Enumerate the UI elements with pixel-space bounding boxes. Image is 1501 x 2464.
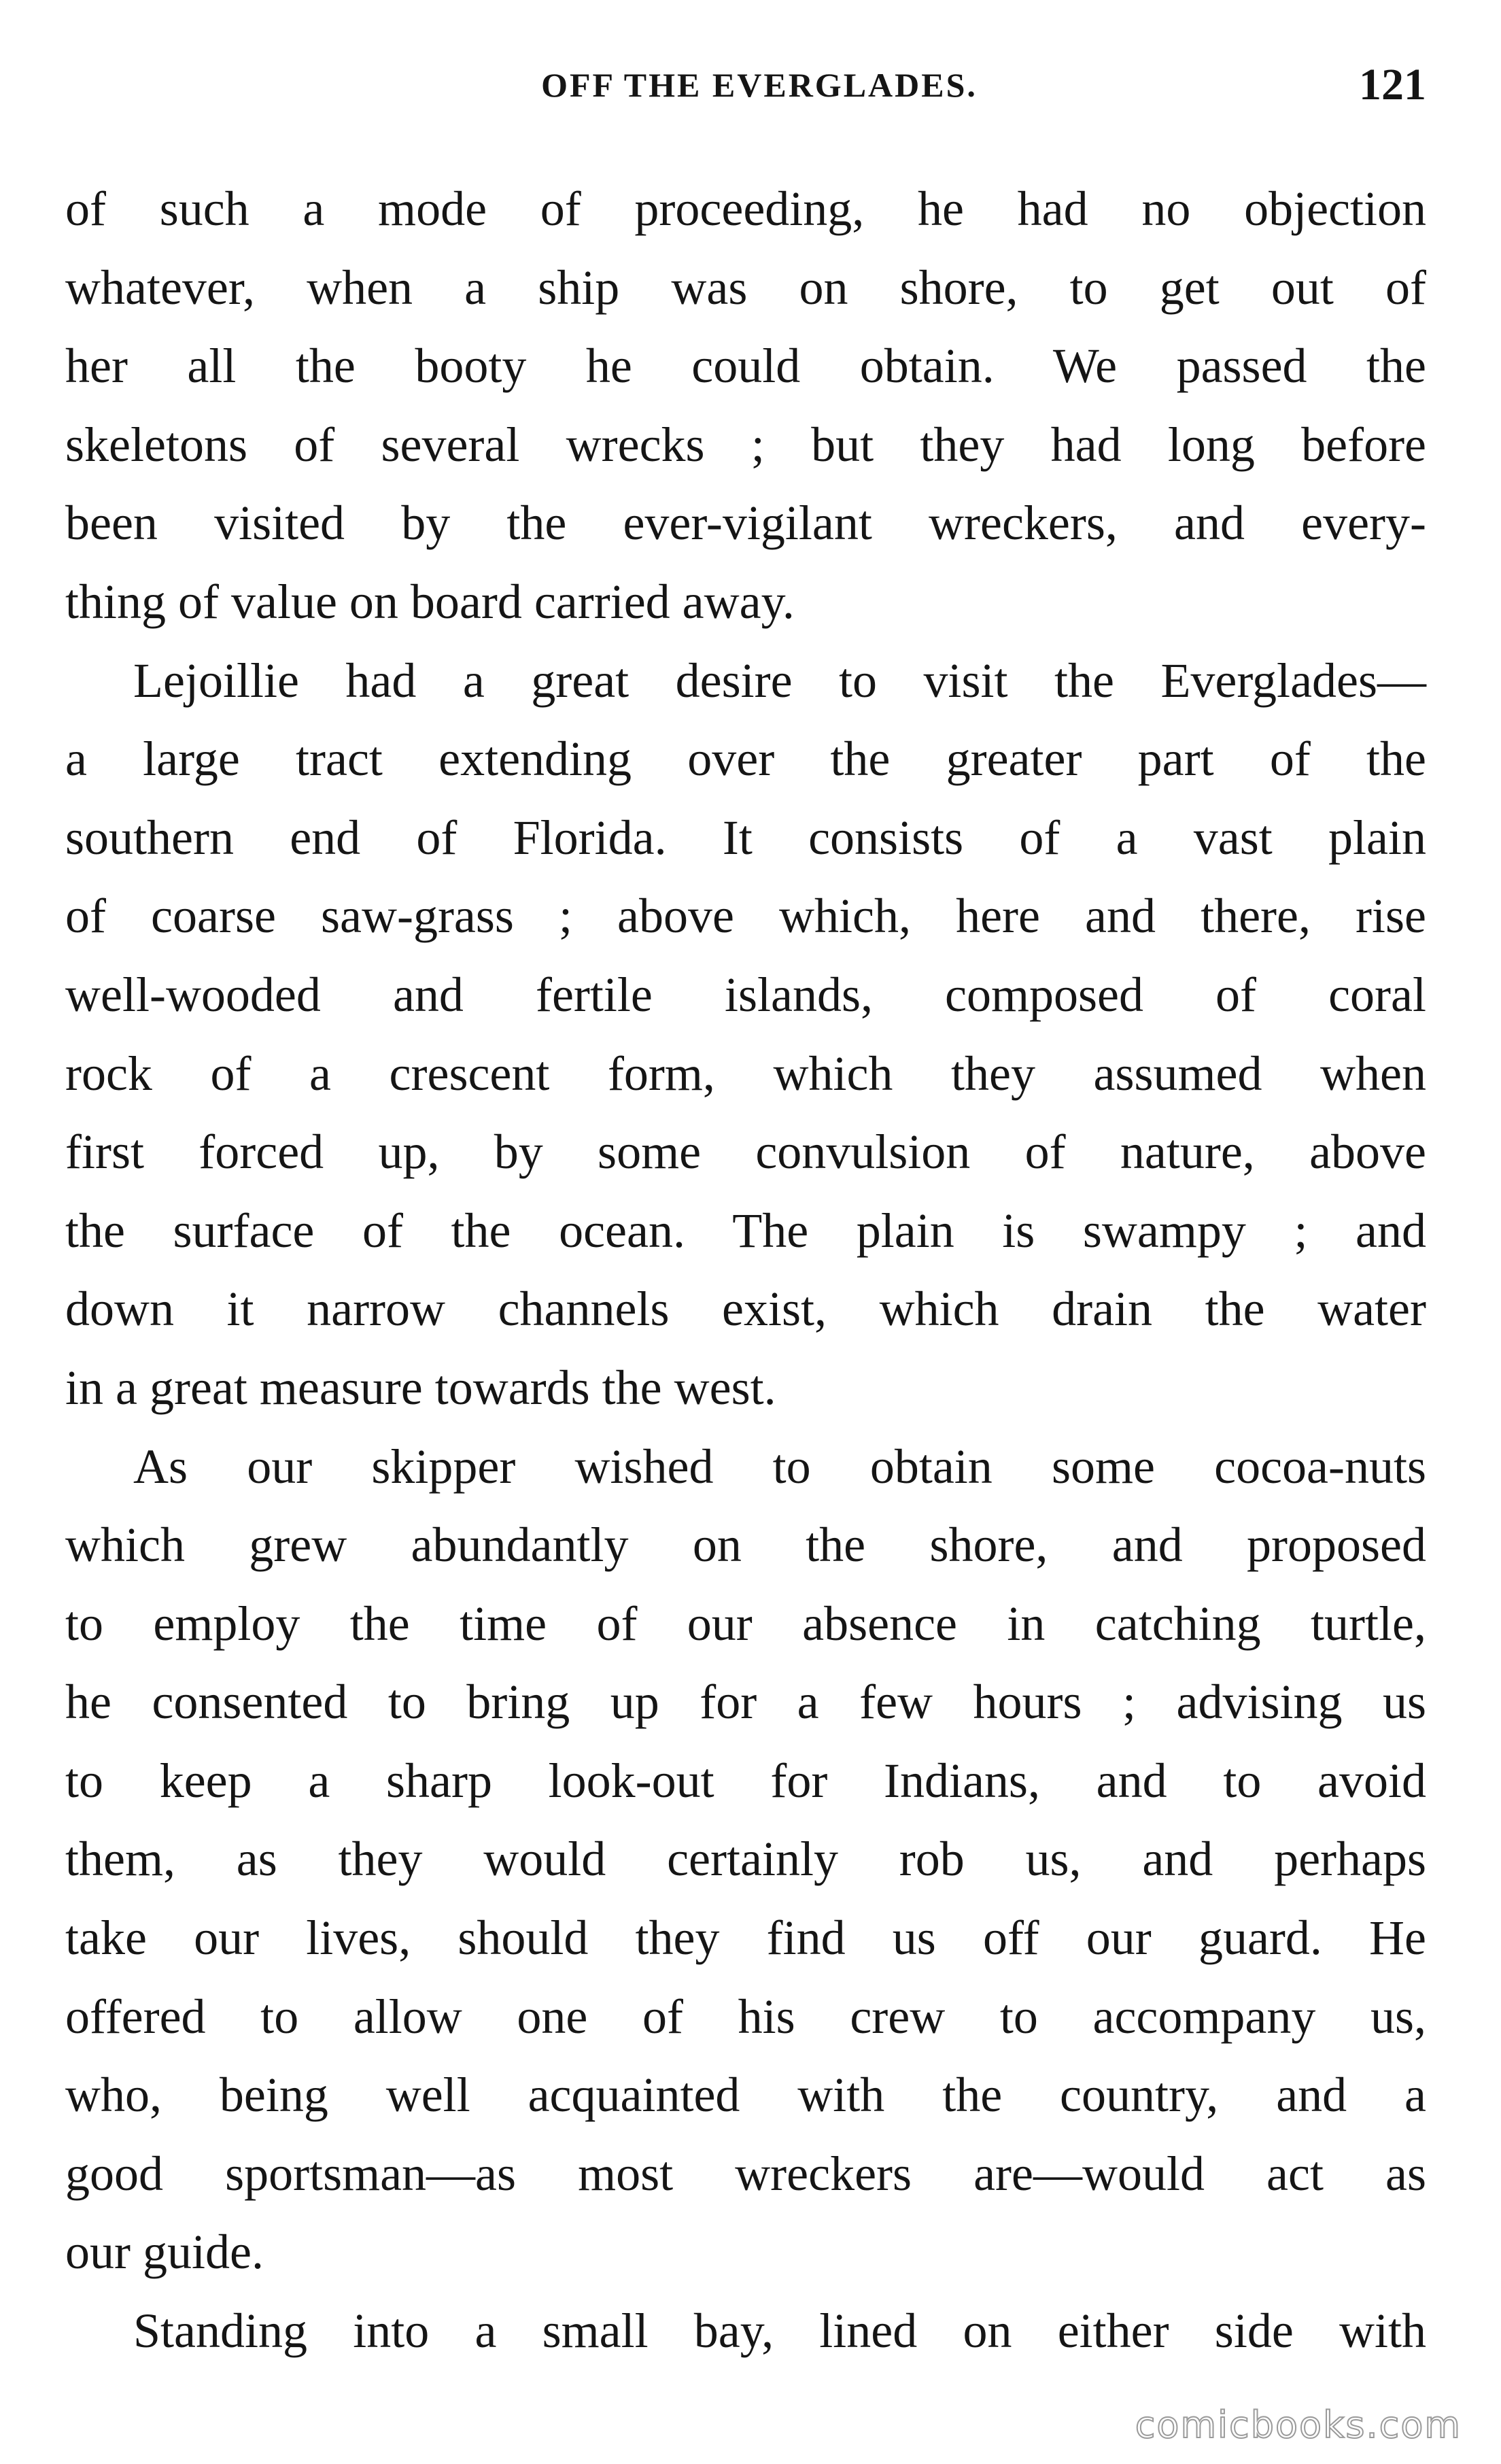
text-line: whatever, when a ship was on shore, to get out of: [65, 260, 1426, 315]
text-line: of such a mode of proceeding, he had no objection: [65, 182, 1426, 236]
running-header: [65, 54, 1426, 116]
text-line: to employ the time of our absence in catching turtle,: [65, 1596, 1426, 1651]
text-line: who, being well acquainted with the country, and a: [65, 2068, 1426, 2123]
paragraph-3: [65, 1428, 1426, 2293]
text-line: our guide.: [65, 2225, 264, 2280]
body-text: [65, 170, 1426, 2371]
text-line: take our lives, should they find us off our guard. He: [65, 1911, 1426, 1966]
text-line: been visited by the ever-vigilant wreckers, and every-: [65, 496, 1426, 551]
text-line: southern end of Florida. It consists of a vast plain: [65, 810, 1426, 865]
text-line: rock of a crescent form, which they assumed when: [65, 1046, 1426, 1101]
text-line: them, as they would certainly rob us, and perhaps: [65, 1832, 1426, 1887]
text-line: offered to allow one of his crew to accompany us,: [65, 1989, 1426, 2044]
text-line: to keep a sharp look-out for Indians, and to avoid: [65, 1753, 1426, 1808]
paragraph-4: [65, 2292, 1426, 2371]
text-line: her all the booty he could obtain. We passed the: [65, 339, 1426, 394]
text-line: Lejoillie had a great desire to visit the Everglades—: [133, 653, 1426, 708]
paragraph-1: [65, 170, 1426, 642]
text-line: in a great measure towards the west.: [65, 1360, 776, 1415]
page-number: 121: [1359, 60, 1426, 109]
text-line: good sportsman—as most wreckers are—would act as: [65, 2146, 1426, 2201]
text-line: down it narrow channels exist, which drain the water: [65, 1282, 1426, 1337]
text-line: well-wooded and fertile islands, composed of coral: [65, 967, 1426, 1022]
text-line: first forced up, by some convulsion of nature, above: [65, 1125, 1426, 1180]
text-line: As our skipper wished to obtain some cocoa-nuts: [133, 1439, 1426, 1494]
text-line: which grew abundantly on the shore, and proposed: [65, 1518, 1426, 1573]
text-line: thing of value on board carried away.: [65, 574, 795, 629]
running-title: OFF THE EVERGLADES.: [541, 66, 978, 104]
text-line: skeletons of several wrecks ; but they had long before: [65, 417, 1426, 472]
text-line: of coarse saw-grass ; above which, here and there, rise: [65, 889, 1426, 944]
paragraph-2: [65, 642, 1426, 1428]
text-line: Standing into a small bay, lined on either side with: [133, 2304, 1426, 2359]
text-line: the surface of the ocean. The plain is swampy ; and: [65, 1203, 1426, 1258]
text-line: he consented to bring up for a few hours ; advising us: [65, 1675, 1426, 1730]
text-line: a large tract extending over the greater part of the: [65, 732, 1426, 787]
watermark-logo: comicbooks.com: [1135, 2403, 1462, 2446]
